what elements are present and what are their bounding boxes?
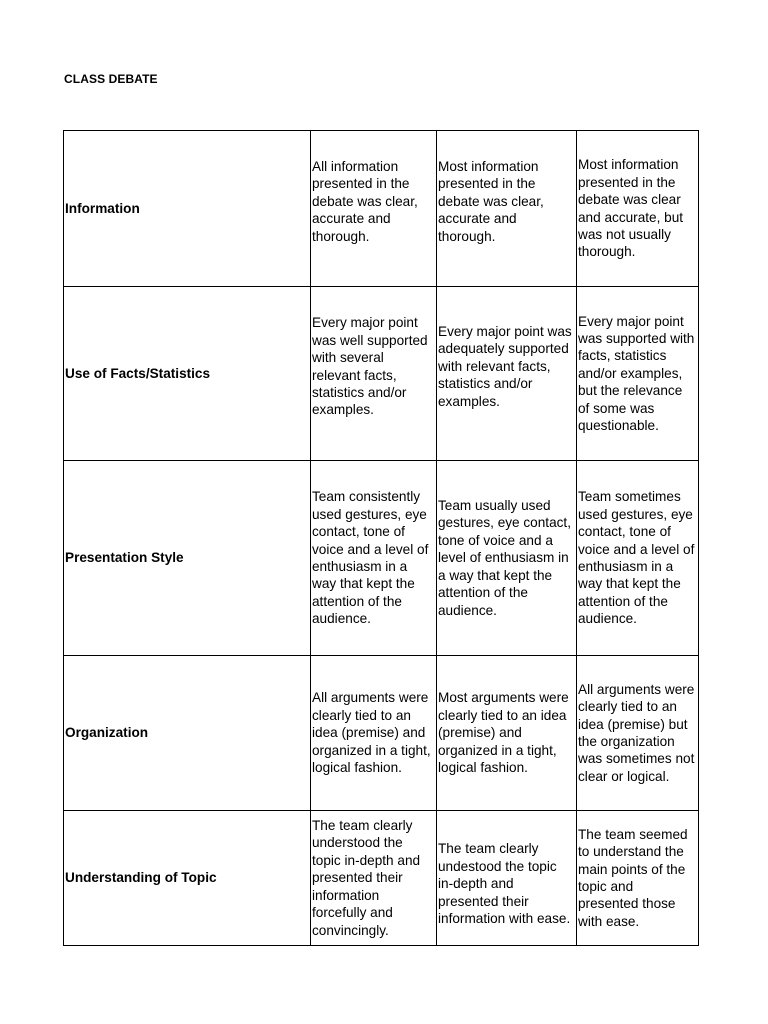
table-row (64, 131, 699, 287)
table-row (64, 811, 699, 946)
rubric-cell: Team consistently used gestures, eye contact, tone of voice and a level of enthusiasm in a way that kept the attention of the audience. (311, 461, 437, 656)
document-title: CLASS DEBATE (64, 72, 158, 86)
rubric-cell: All arguments were clearly tied to an idea (premise) and organized in a tight, logical fashion. (311, 656, 437, 811)
criterion-understanding-of-topic: Understanding of Topic (64, 811, 311, 946)
rubric-cell: Team usually used gestures, eye contact, tone of voice and a level of enthusiasm in a way that kept the attention of the audience. (437, 461, 577, 656)
rubric-cell: Every major point was adequately supported with relevant facts, statistics and/or examples. (437, 287, 577, 461)
table-row (64, 461, 699, 656)
criterion-organization: Organization (64, 656, 311, 811)
rubric-cell: Most arguments were clearly tied to an idea (premise) and organized in a tight, logical fashion. (437, 656, 577, 811)
rubric-cell: Team sometimes used gestures, eye contact, tone of voice and a level of enthusiasm in a way that kept the attention of the audience. (577, 461, 699, 656)
rubric-cell: Most information presented in the debate was clear and accurate, but was not usually thorough. (577, 131, 699, 287)
criterion-information: Information (64, 131, 311, 287)
rubric-cell: The team clearly undestood the topic in-depth and presented their information with ease. (437, 811, 577, 946)
criterion-presentation-style: Presentation Style (64, 461, 311, 656)
rubric-cell: Every major point was supported with facts, statistics and/or examples, but the relevance of some was questionable. (577, 287, 699, 461)
rubric-cell: Every major point was well supported with several relevant facts, statistics and/or examples. (311, 287, 437, 461)
rubric-table (63, 130, 699, 946)
rubric-cell: All arguments were clearly tied to an idea (premise) but the organization was sometimes not clear or logical. (577, 656, 699, 811)
rubric-cell: The team seemed to understand the main points of the topic and presented those with ease. (577, 811, 699, 946)
criterion-facts-statistics: Use of Facts/Statistics (64, 287, 311, 461)
table-row (64, 656, 699, 811)
rubric-cell: All information presented in the debate was clear, accurate and thorough. (311, 131, 437, 287)
table-row (64, 287, 699, 461)
rubric-cell: Most information presented in the debate was clear, accurate and thorough. (437, 131, 577, 287)
rubric-cell: The team clearly understood the topic in-depth and presented their information forcefully and convincingly. (311, 811, 437, 946)
